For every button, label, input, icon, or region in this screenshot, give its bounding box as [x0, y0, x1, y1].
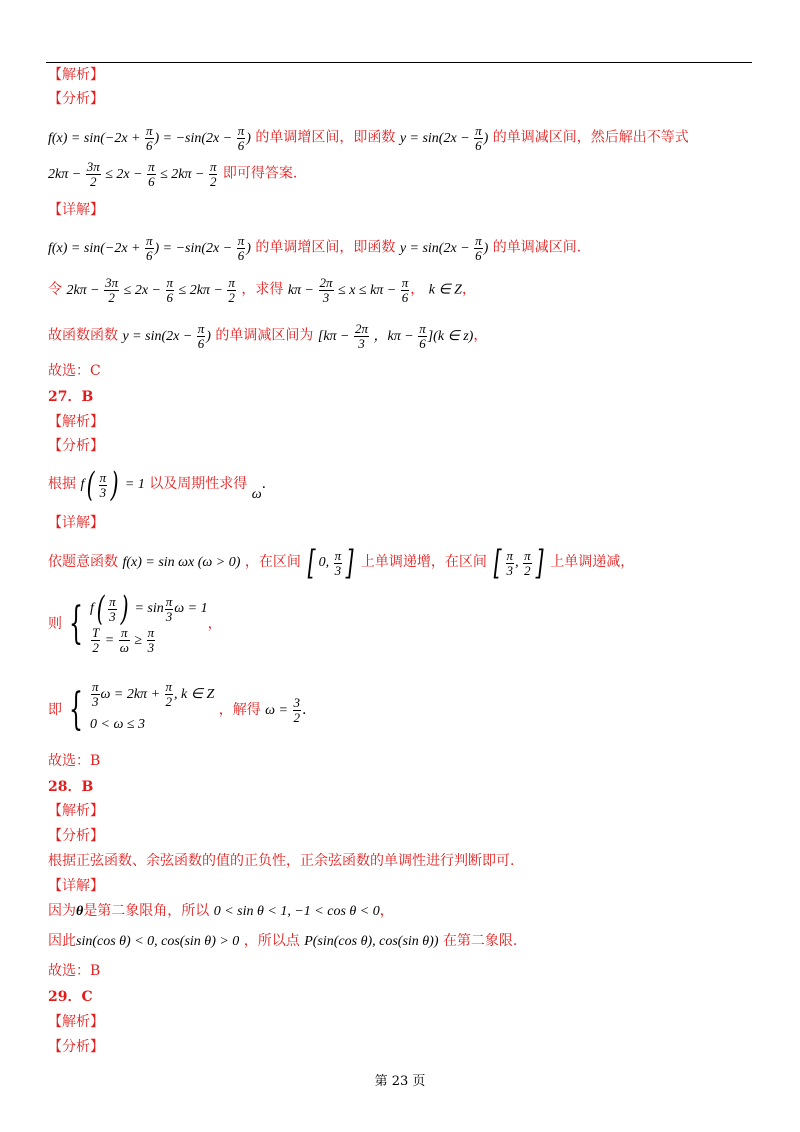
q28-jiexi: 【解析】	[48, 803, 104, 819]
q26-k-in-z: k ∈ Z	[428, 282, 462, 298]
q26-detail-line2: 令 2kπ − $\frac{3\pi}{2}$ ≤ 2x − $\frac{\pi}{6}$ ≤ 2kπ − $\frac{\pi}{2}$ ，求得 kπ − $\frac{2\pi}{3}$ ≤ x ≤ kπ − $\frac{\pi}{6}$ ， k ∈ Z，	[48, 275, 476, 305]
q27-ze: 则	[48, 616, 62, 632]
q28-detail-line1: 因为θ是第二象限角，所以 0 < sin θ < 1, −1 < cos θ < 0，	[48, 903, 394, 919]
q28-detail2-suffix: 在第二象限.	[442, 933, 518, 949]
q27-inc-interval: [ 0, $\frac{\pi}{3}$ ]	[307, 543, 354, 583]
q27-sys1-line2: $\frac{T}{2}$ = $\frac{\pi}{\omega}$ ≥ $\frac{\pi}{3}$	[92, 625, 155, 656]
q27-jiexi: 【解析】	[48, 414, 104, 430]
q26-analysis-line1	[48, 124, 689, 153]
q27-analysis-prefix: 根据	[48, 476, 76, 493]
q27-inc-text: ，在区间	[244, 554, 301, 571]
page-footer: 第 23 页	[374, 1074, 426, 1089]
q26-detail-line1	[48, 234, 581, 263]
q27-solve-result: ω = $\frac{3}{2}$	[265, 695, 300, 726]
q26-y-expr: y = sin(2x − $\frac{\pi}{6}$ )	[399, 123, 489, 153]
q26-conclusion-prefix: 故函数函数	[48, 327, 118, 344]
q28-detail2-math: sin(cos θ) < 0, cos(sin θ) > 0	[76, 934, 240, 949]
q29-fenxi: 【分析】	[48, 1039, 104, 1055]
q26-fx-expr-2: f(x) = sin(−2x + $\frac{\pi}{6}$ ) = −sin(2x − $\frac{\pi}{6}$ )	[48, 233, 251, 263]
q26-note2: 的单调增区间，即函数	[255, 239, 396, 256]
q27-number: 27．B	[48, 389, 94, 405]
q26-range-k: kπ − $\frac{2\pi}{3}$ ≤ x ≤ kπ − $\frac{\pi}{6}$	[287, 275, 409, 305]
q26-y-expr-2: y = sin(2x − $\frac{\pi}{6}$ )	[399, 233, 489, 263]
q27-sys1-line1: f( $\frac{\pi}{3}$ ) = sin $\frac{\pi}{3}$ ω = 1	[90, 589, 208, 629]
q27-dec-interval: [ $\frac{\pi}{3}$ , $\frac{\pi}{2}$ ]	[493, 543, 544, 583]
q26-analysis-tail: 的单调减区间，然后解出不等式	[492, 129, 689, 146]
q28-theta: θ	[76, 904, 84, 919]
q26-inequality: 2kπ − $\frac{3\pi}{2}$ ≤ 2x − $\frac{\pi}{6}$ ≤ 2kπ − $\frac{\pi}{2}$	[48, 159, 217, 189]
q27-detail-line1	[48, 543, 635, 583]
q27-xiangjie: 【详解】	[48, 515, 104, 531]
q27-detail-prefix: 依题意函数	[48, 554, 118, 571]
q27-analysis-suffix: 以及周期性求得	[149, 476, 248, 493]
section-xiangjie: 【详解】	[48, 202, 104, 218]
q26-note1: 的单调增区间，即函数	[255, 129, 396, 146]
q28-detail1-prefix: 因为	[48, 903, 76, 919]
q26-inequality-2: 2kπ − $\frac{3\pi}{2}$ ≤ 2x − $\frac{\pi}{6}$ ≤ 2kπ − $\frac{\pi}{2}$	[66, 275, 235, 305]
q27-func: f(x) = sin ωx (ω > 0)	[122, 555, 241, 571]
q26-answer: 故选：C	[48, 363, 101, 379]
q26-y-expr-3: y = sin(2x − $\frac{\pi}{6}$ )	[122, 321, 211, 351]
q26-fx-expr: f(x) = sin(−2x + $\frac{\pi}{6}$ ) = −sin(2x − $\frac{\pi}{6}$ )	[48, 123, 251, 153]
q28-detail2-point: P(sin(cos θ), cos(sin θ))	[304, 934, 439, 949]
q27-analysis: 根据 f( $\frac{\pi}{3}$ ) = 1 以及周期性求得 ω.	[48, 465, 267, 505]
q27-inc-label: 上单调递增，在区间	[360, 554, 487, 571]
q27-fenxi: 【分析】	[48, 438, 104, 454]
q27-analysis-eq: f( $\frac{\pi}{3}$ ) = 1	[80, 465, 145, 505]
q27-sys2-line2: 0 < ω ≤ 3	[90, 717, 146, 732]
q26-answer-hint: 即可得答案.	[222, 165, 298, 182]
header-rule	[46, 62, 752, 63]
q27-system2: 即 { $\frac{\pi}{3}$ ω = 2kπ + $\frac{\pi}{2}$ , k ∈ Z 0 < ω ≤ 3 ，解得 ω = $\frac{3}{2}$ .	[48, 680, 306, 740]
q27-system1: 则 { f( $\frac{\pi}{3}$ ) = sin $\frac{\pi}{3}$ ω = 1 $\frac{T}{2}$ = $\frac{\pi}{\omega}$ ≥ $\frac{\pi}{3}$ ，	[48, 589, 222, 656]
q26-ling: 令	[48, 281, 62, 298]
q28-number: 28．B	[48, 779, 94, 795]
q26-interval: [kπ − $\frac{2\pi}{3}$ ，kπ − $\frac{\pi}{6}$ ](k ∈ z)	[317, 321, 474, 351]
section-jiexi: 【解析】	[48, 67, 104, 83]
q29-jiexi: 【解析】	[48, 1014, 104, 1030]
q29-number: 29．C	[48, 989, 93, 1005]
q27-ji: 即	[48, 702, 62, 718]
q28-detail-line2	[48, 932, 517, 951]
q28-answer: 故选：B	[48, 963, 101, 979]
q27-solve-text: ，解得	[218, 702, 261, 718]
q27-dec-label: 上单调递减，	[550, 554, 635, 571]
q26-detail-tail: 的单调减区间.	[492, 239, 582, 256]
q26-analysis-line2	[48, 160, 297, 189]
q28-detail1-mid: 是第二象限角，所以	[83, 903, 210, 919]
q27-answer: 故选：B	[48, 753, 101, 769]
q28-detail1-math: 0 < sin θ < 1, −1 < cos θ < 0	[213, 904, 380, 919]
q27-sys2-line1: $\frac{\pi}{3}$ ω = 2kπ + $\frac{\pi}{2}$ , k ∈ Z	[92, 679, 215, 710]
q26-conclusion-mid: 的单调减区间为	[215, 327, 314, 344]
q26-qiu-de: ，求得	[241, 281, 284, 298]
q28-detail2-prefix: 因此	[48, 933, 76, 949]
q28-analysis: 根据正弦函数、余弦函数的值的正负性，正余弦函数的单调性进行判断即可.	[48, 853, 515, 869]
q28-detail2-mid: ，所以点	[243, 933, 300, 949]
q26-conclusion: 故函数函数 y = sin(2x − $\frac{\pi}{6}$ ) 的单调减区间为 [kπ − $\frac{2\pi}{3}$ ，kπ − $\frac{\pi}{6}$ ](k ∈ z)，	[48, 321, 488, 351]
q28-fenxi: 【分析】	[48, 828, 104, 844]
q27-omega: ω	[251, 487, 262, 503]
q28-xiangjie: 【详解】	[48, 878, 104, 894]
section-fenxi: 【分析】	[48, 91, 104, 107]
